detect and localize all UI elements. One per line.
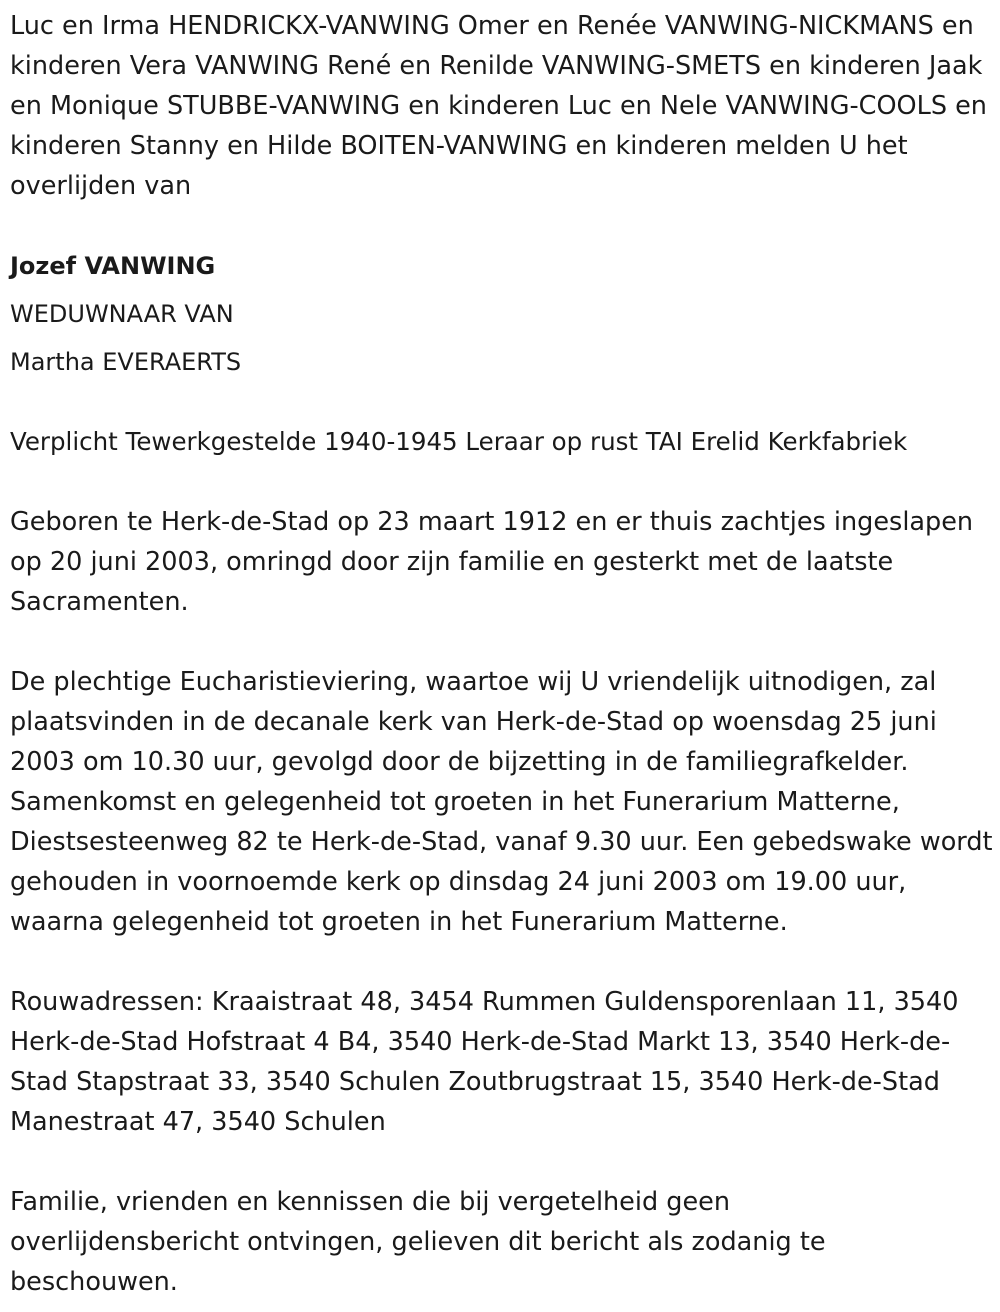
family-intro-paragraph: Luc en Irma HENDRICKX-VANWING Omer en Renée VANWING-NICKMANS en kinderen Vera VANWING René en Renilde VANWING-SMETS en kinderen Jaak en Monique STUBBE-VANWING en kinderen Luc en Nele VANWING-COOLS en kinderen Stanny en Hilde BOITEN-VANWING en kinderen melden U het overlijden van <box>10 11 987 201</box>
deceased-name: Jozef VANWING <box>10 252 216 280</box>
birth-death-paragraph: Geboren te Herk-de-Stad op 23 maart 1912 en er thuis zachtjes ingeslapen op 20 juni 2003, omringd door zijn familie en gesterkt met de laatste Sacramenten. <box>10 507 974 617</box>
addresses-paragraph: Rouwadressen: Kraaistraat 48, 3454 Rummen Guldensporenlaan 11, 3540 Herk-de-Stad Hofstraat 4 B4, 3540 Herk-de-Stad Markt 13, 3540 Herk-de-Stad Stapstraat 33, 3540 Schulen Zoutbrugstraat 15, 3540 Herk-de-Stad Manestraat 47, 3540 Schulen <box>10 987 959 1137</box>
closing-paragraph: Familie, vrienden en kennissen die bij vergetelheid geen overlijdensbericht ontvingen, gelieven dit bericht als zodanig te beschouwen. <box>10 1187 826 1297</box>
titles-line: Verplicht Tewerkgestelde 1940-1945 Leraar op rust TAI Erelid Kerkfabriek <box>10 427 908 456</box>
widower-label: WEDUWNAAR VAN <box>10 300 234 328</box>
ceremony-paragraph: De plechtige Eucharistieviering, waartoe wij U vriendelijk uitnodigen, zal plaatsvinden in de decanale kerk van Herk-de-Stad op woensdag 25 juni 2003 om 10.30 uur, gevolgd door de bijzetting in de familiegrafkelder. Samenkomst en gelegenheid tot groeten in het Funerarium Matterne, Diestsesteenweg 82 te Herk-de-Stad, vanaf 9.30 uur. Een gebedswake wordt gehouden in voornoemde kerk op dinsdag 24 juni 2003 om 19.00 uur, waarna gelegenheid tot groeten in het Funerarium Matterne. <box>10 667 993 937</box>
spouse-name: Martha EVERAERTS <box>10 348 242 376</box>
